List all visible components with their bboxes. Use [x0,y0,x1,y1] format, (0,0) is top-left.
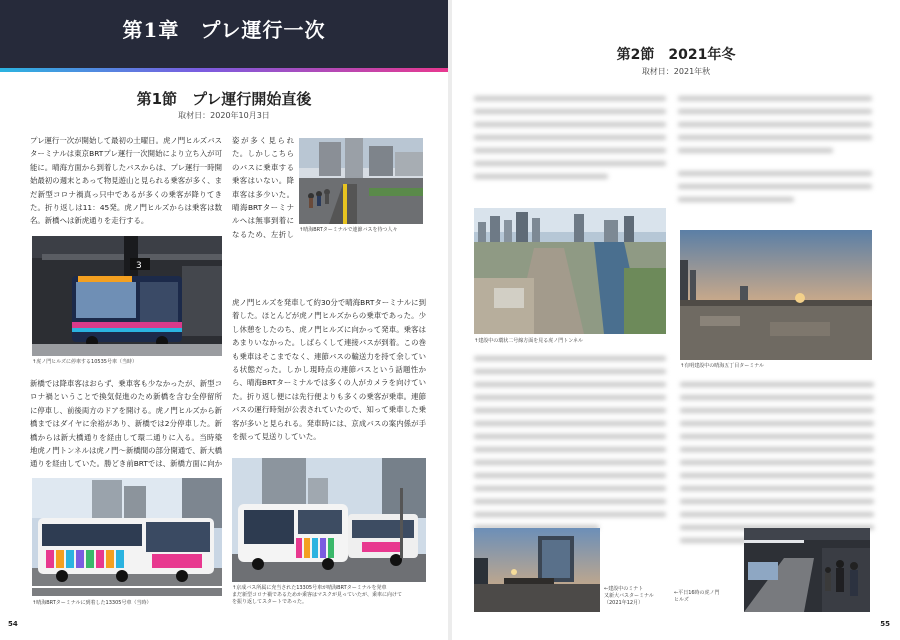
caption-twilight-terminal-line1: ←建設中のミナト [604,586,644,592]
body-text-col1: プレ運行一次が開始して最初の土曜日。虎ノ門ヒルズバスターミナルは東京BRTプレ運行一次開始により立ち入が可能に。晴海方面から到着したバスからは、プレ運行一時開始最初の週末とあって物見遊山と見られる乗客が多く、まだ新型コロナ禍真っ只中であるが多くの乗客が降りてきた。折り返しは11：45発。虎ノ門ヒルズからは乗客は数名。新橋へは新虎通りを走行する。 [30,136,222,226]
caption-twilight-terminal-line2: 又新大バスターミナル [604,593,654,599]
photo-twilight-terminal [474,528,600,612]
caption-bus-toranomon: ↑虎ノ門ヒルズに停車する10535号車（当時） [32,359,137,365]
photo-articulated-bus-1 [32,478,222,596]
caption-articulated-bus-1: ↑晴海BRTターミナルに到着した13305号車（当時） [32,600,152,606]
caption-aerial-city: ↑建設中の環状二号線方面を見る虎ノ門トンネル [474,338,584,344]
chapter-title: 第1章 プレ運行一次 [122,18,326,42]
right-section-date: 取材日：2021年秋 [641,67,711,76]
photo-articulated-bus-2 [232,458,426,582]
page-number-right: 55 [880,620,890,628]
blurred-text-col2-lower [680,382,874,551]
blurred-text-col1-top [474,96,666,187]
caption-station-platform-line1: ←平日16時の虎ノ門 [674,590,720,596]
body-text-col2-main: 虎ノ門ヒルズを発車して約30分で晴海BRTターミナルに到着した。ほとんどが虎ノ門ヒルズからの乗車であった。少し休憩をしたのち、虎ノ門ヒルズに向かって発車。乗客はあまりいなかった。しばらくして連接バスが到着。この巻も乗車はそこまでなく、連節バスの輸送力を持て余している状態だった。しかし現時点の連節バスという話題性から、晴海BRTターミナルでは多くの人がカメラを向けていた。折り返し便には先行便よりも多くの乗客が乗車。連節バスの運行時刻が公表されていたので、知って乗車した乗客が多いと見られる。発車時には、京成バスの案内係が手を振って見送りしていた。 [232,298,426,442]
caption-station-platform [674,590,740,604]
caption-sunset-construction: ↑有明建設中の晴海五丁目ターミナル [680,363,764,369]
photo-station-platform [744,528,870,612]
caption-twilight-terminal-line3: （2021年12月） [604,600,644,606]
section-title: 第1節 プレ運行開始直後 [136,90,312,108]
photo-bus-toranomon [32,236,222,356]
caption-articulated-bus-2 [232,585,426,606]
photo-sunset-construction [680,230,872,360]
body-text-col1-lower: 新橋では降車客はおらず、乗車客も少なかったが、新型コロナ禍ということで換気促進のため新橋を含む全停留所に停車し、前後両方のドアを開ける。虎ノ門ヒルズから新橋まではダイヤに余裕があり、新橋では2分停車した。新橋からは新大橋通りを経由して環二通りに入る。当時築地虎ノ門トンネルは虎ノ門〜新橋間の部分開通で、新大橋通りを経由していた。勝どき前BRTでは、新橋方面に向か [30,379,222,469]
section-date: 取材日：2020年10月3日 [178,111,270,120]
svg-text:3: 3 [136,261,142,271]
right-page [452,0,900,640]
chapter-gradient-rule [0,68,448,72]
blurred-text-col1-lower [474,356,666,538]
caption-articulated-bus-2-line1: ↑京成バス所属に充当された13305号車が晴海BRTターミナルを発車 [232,585,387,591]
caption-station-platform-line2: ヒルズ [674,597,689,603]
photo-terminal-crowd [299,138,423,224]
photo-aerial-city [474,208,666,334]
caption-articulated-bus-2-line3: を振り返してスタートであった。 [232,599,307,605]
left-page [0,0,448,640]
blurred-text-col2-top [678,96,872,210]
caption-twilight-terminal [604,586,674,607]
page-number-left: 54 [8,620,18,628]
body-text-col2: 姿が多く見られた。しかしこちらのバスに乗車する乗客はいない。降車客は多少いた。晴海BRTターミナルへは無事到着になるため、左折し [232,136,294,239]
caption-terminal-crowd: ↑晴海BRTターミナルで連節バスを待つ人々 [299,227,398,233]
right-section-title: 第2節 2021年冬 [616,47,736,63]
caption-articulated-bus-2-line2: まだ新型コロナ禍であるためか乗客はマスクが見っていたが、乗車に向けて [232,592,403,598]
